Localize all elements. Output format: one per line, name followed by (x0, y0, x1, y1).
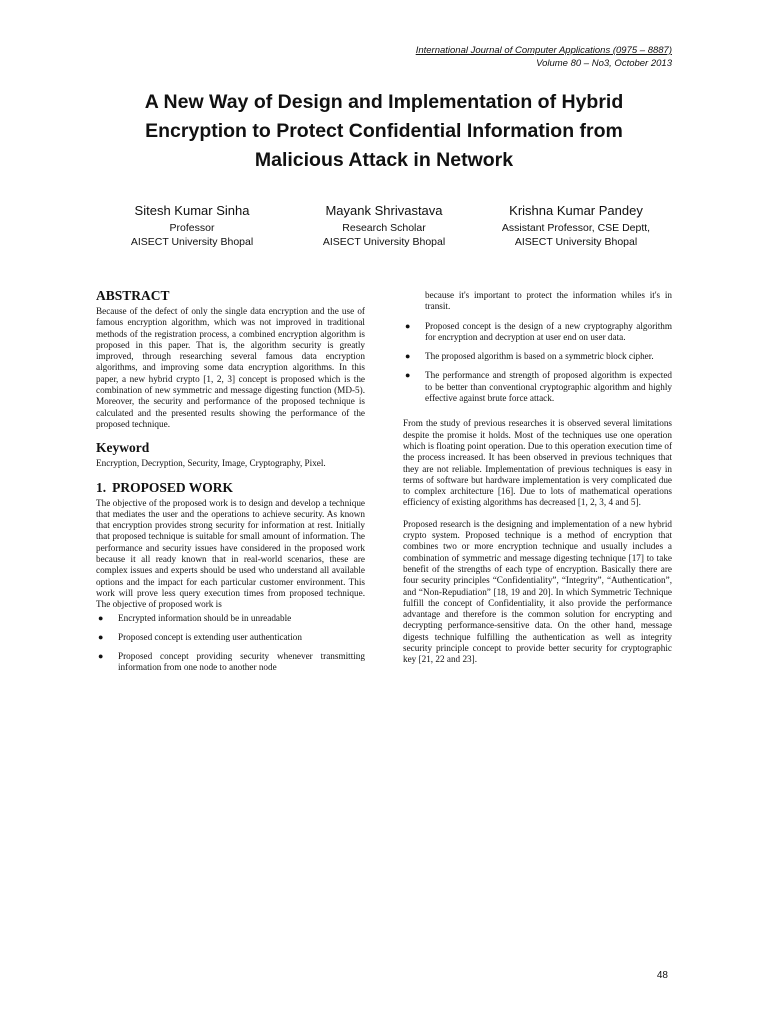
author-role: Assistant Professor, CSE Deptt, (501, 222, 651, 234)
list-continuation: because it's important to protect the information whiles it's in transit. (425, 290, 672, 312)
keyword-heading: Keyword (96, 440, 150, 456)
list-item (403, 321, 672, 344)
author-affiliation: AISECT University Bhopal (322, 236, 446, 248)
keyword-text: Encryption, Decryption, Security, Image, Cryptography, Pixel. (96, 458, 326, 469)
journal-header (416, 44, 672, 70)
author-role: Professor (169, 222, 215, 234)
right-column (403, 290, 672, 666)
list-item (96, 632, 365, 643)
list-item-text: Proposed concept is extending user authentication (118, 631, 302, 642)
list-item-text: The performance and strength of proposed algorithm is expected to be better than conventional cryptographic algorithm and highly effective against brute force attack. (425, 370, 672, 404)
list-item-text: The proposed algorithm is based on a symmetric block cipher. (425, 351, 654, 362)
bullet-icon: ● (98, 612, 104, 623)
author-name: Krishna Kumar Pandey (509, 203, 643, 218)
title-line: A New Way of Design and Implementation of Hybrid (144, 91, 624, 113)
title-line: Encryption to Protect Confidential Information from (145, 120, 623, 142)
list-item-text: Proposed concept is the design of a new cryptography algorithm for encryption and decryption at user end on user data. (425, 320, 672, 342)
author-2 (288, 202, 480, 249)
list-item (403, 370, 672, 404)
bullet-icon: ● (405, 351, 411, 362)
bullet-icon: ● (405, 370, 411, 381)
bullet-icon: ● (98, 631, 104, 642)
body-paragraph: Proposed research is the designing and implementation of a new hybrid crypto system. Proposed technique is a method of encryption that combines two or more encryption technique and usually includes a combination of symmetric and message digesting technique [17] to take benefit of the strengths of each type of encryption. Basically there are four security principles “Confidentiality”, “Integrity”, “Authentication”, and “Non-Repudiation” [18, 19 and 20]. In which Symmetric Technique fulfill the concept of Confidentiality, it also provide the performance advantage and therefore is the common solution for encrypting and decrypting performance-sensitive data. On the other hand, message digests technique fulfilling the authentication as well as integrity security principle concept to provide better security for cryptographic key [21, 22 and 23]. (403, 518, 672, 665)
author-affiliation: AISECT University Bhopal (130, 236, 254, 248)
proposed-work-heading (96, 480, 365, 496)
author-1 (96, 202, 288, 249)
list-item (96, 651, 365, 674)
proposed-work-text: The objective of the proposed work is to design and develop a technique that mediates the user and the operations to achieve security. As known that encryption provides strong security for information at rest. Initially that proposed technique is suitable for small amount of information. The performance and security issues have considered in the proposed work because it all ready known that in real-world scenarios, these are complex issues and experts should be used who understand all available options and the impact for each particular customer environment. This work will prove less query execution times from proposed technique. The objective of proposed work is (96, 497, 365, 610)
author-role: Research Scholar (342, 222, 426, 234)
section-number: 1. (96, 479, 107, 495)
section-title: PROPOSED WORK (112, 479, 234, 495)
abstract-text: Because of the defect of only the single data encryption and the use of famous encryption algorithm, which was not improved in traditional methods of the registration process, a combined encryption algorithm is proposed in this paper. That is, the algorithm security is greatly improved, through researching several famous data encryption algorithms, and improving some data encryption algorithms. In this paper, a new hybrid crypto [1, 2, 3] concept is proposed which is the combination of new symmetric and message digesting function (MD-5). Moreover, the security and performance of the proposed technique is calculated and the presented results showing the performance of the proposed technique. (96, 306, 365, 429)
paper-title (96, 88, 672, 175)
body-paragraph: From the study of previous researches it is observed several limitations despite the promise it holds. Most of the techniques use one operation which is floating point operation. Due to this operation execution time of the process increased. It has been observed in previous techniques that they are not reliable. Implementation of previous techniques is easy in terms of software but hardware implementation is very complicated due to complex architecture [16]. Due to lots of mathematical operations efficiency of existing algorithms has decreased [1, 2, 3, 4 and 5]. (403, 418, 672, 508)
objective-list (96, 613, 365, 674)
author-name: Sitesh Kumar Sinha (134, 203, 250, 218)
bullet-icon: ● (98, 651, 104, 662)
page-number: 48 (656, 970, 668, 981)
author-name: Mayank Shrivastava (325, 203, 443, 218)
journal-volume: Volume 80 – No3, October 2013 (536, 58, 672, 69)
list-item-text: Proposed concept providing security whenever transmitting information from one node to another node (118, 651, 365, 673)
author-affiliation: AISECT University Bhopal (514, 236, 638, 248)
journal-name: International Journal of Computer Applications (0975 – 8887) (415, 45, 672, 56)
list-item (96, 613, 365, 624)
list-item (403, 351, 672, 362)
left-column (96, 288, 365, 682)
author-list (96, 202, 672, 249)
author-3 (480, 202, 672, 249)
bullet-icon: ● (405, 320, 411, 331)
title-line: Malicious Attack in Network (254, 149, 514, 171)
list-item-text: Encrypted information should be in unreadable (118, 612, 292, 623)
abstract-heading: ABSTRACT (96, 288, 170, 303)
objective-list-continued (403, 321, 672, 405)
